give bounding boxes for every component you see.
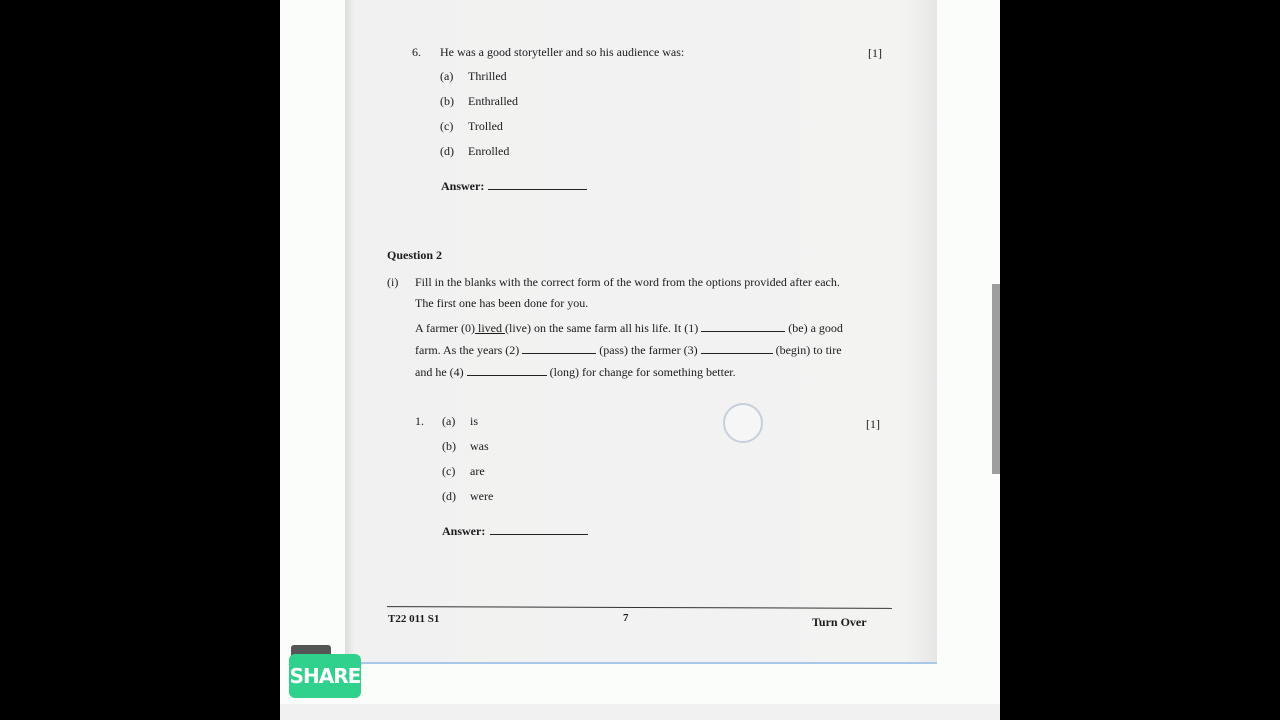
turn-over: Turn Over — [812, 615, 867, 629]
instruction: The first one has been done for you. — [415, 296, 589, 310]
option-label: (c) — [442, 464, 456, 478]
option-text: are — [470, 464, 485, 478]
q2-1-marks: [1] — [866, 417, 880, 431]
q2-1-number: 1. — [415, 414, 424, 428]
option-text: is — [470, 414, 479, 428]
option-label: (a) — [442, 414, 456, 428]
passage-line-2: farm. As the years (2) (pass) the farmer (3) (begin) to tire — [415, 343, 842, 357]
instruction: Fill in the blanks with the correct form of the word from the options provided after each. — [415, 275, 840, 289]
document-viewer — [280, 0, 1000, 720]
scrollbar[interactable] — [992, 284, 1000, 474]
q6-text: He was a good storyteller and so his audience was: — [440, 45, 685, 59]
q6-answer-blank — [488, 179, 587, 194]
option-text: was — [470, 439, 489, 453]
option-label: (b) — [440, 94, 454, 108]
q6-answer-label: Answer: — [441, 179, 485, 193]
option-label: (d) — [442, 489, 456, 503]
q6-number: 6. — [412, 45, 421, 59]
option-label: (b) — [442, 439, 456, 453]
part-label: (i) — [387, 275, 399, 289]
page-number: 7 — [623, 612, 629, 624]
touch-indicator — [723, 403, 763, 443]
option-text: were — [470, 489, 494, 503]
option-label: (d) — [440, 144, 454, 158]
option-label: (a) — [440, 69, 454, 83]
option-label: (c) — [440, 119, 454, 133]
option-text: Enrolled — [468, 144, 510, 158]
option-text: Thrilled — [468, 69, 507, 83]
q6-marks: [1] — [868, 46, 882, 60]
option-text: Enthralled — [468, 94, 518, 108]
footer-code: T22 011 S1 — [388, 613, 440, 625]
passage-line-1: A farmer (0) lived (live) on the same farm all his life. It (1) (be) a good — [415, 321, 843, 335]
q2-1-answer-blank — [490, 524, 588, 539]
exam-page — [345, 0, 937, 664]
question-2-title: Question 2 — [387, 248, 443, 262]
passage-line-3: and he (4) (long) for change for something better. — [415, 365, 736, 379]
footer-rule — [387, 606, 892, 609]
share-button[interactable]: SHARE — [289, 654, 361, 698]
option-text: Trolled — [468, 119, 503, 133]
bottom-bar — [280, 704, 1000, 720]
q2-1-answer-label: Answer: — [442, 524, 486, 538]
